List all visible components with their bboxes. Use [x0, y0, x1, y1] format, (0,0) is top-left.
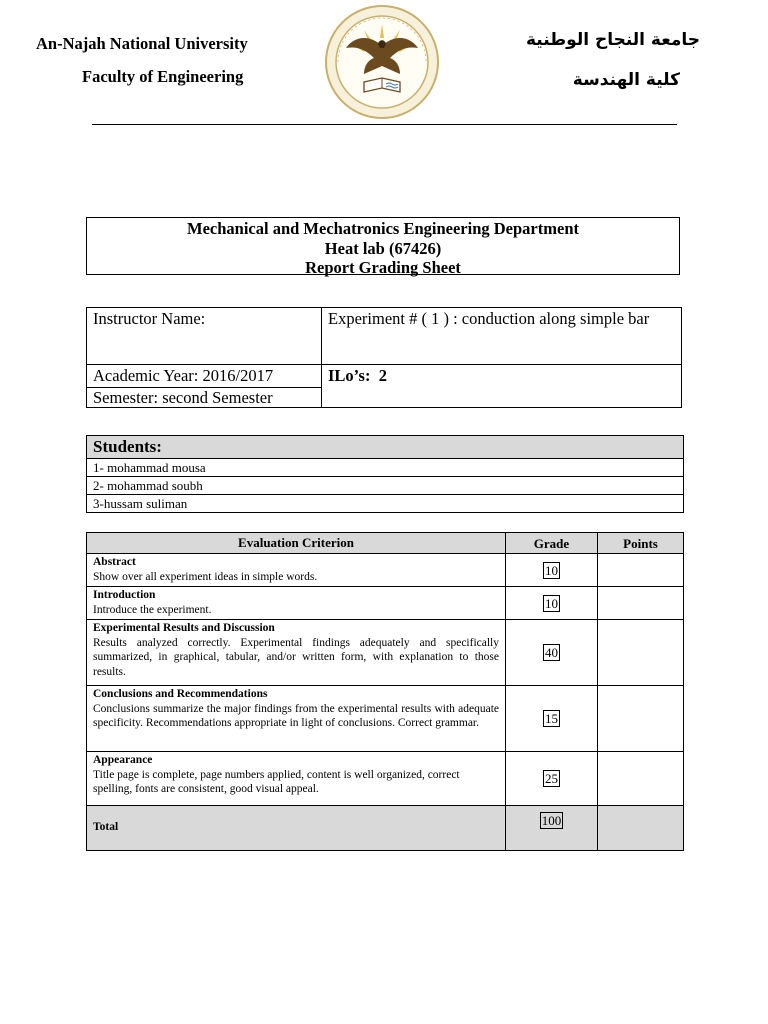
grade-value: 25	[545, 771, 558, 786]
university-name-ar: جامعة النجاح الوطنية	[525, 30, 700, 50]
experiment-title: Experiment # ( 1 ) : conduction along simple bar	[328, 309, 650, 328]
points-cell[interactable]	[598, 554, 684, 587]
faculty-name-ar: كلية الهندسة	[572, 70, 680, 90]
criterion-title: Experimental Results and Discussion	[93, 622, 275, 634]
students-heading: Students:	[87, 436, 684, 459]
grade-value: 40	[545, 645, 558, 660]
grade-cell	[506, 686, 598, 752]
student-row: 1- mohammad mousa	[87, 459, 684, 477]
course-info-table	[86, 307, 682, 408]
points-cell[interactable]	[598, 686, 684, 752]
grade-cell	[506, 620, 598, 686]
student-row: 3-hussam suliman	[87, 495, 684, 513]
criterion-cell	[87, 752, 506, 806]
total-grade-value: 100	[541, 813, 562, 828]
points-cell[interactable]	[598, 587, 684, 620]
total-points-cell[interactable]	[598, 806, 684, 851]
criterion-title: Abstract	[93, 556, 136, 568]
criterion-title: Appearance	[93, 754, 153, 766]
criterion-cell	[87, 620, 506, 686]
students-table	[86, 435, 684, 513]
grade-value: 10	[545, 562, 558, 578]
criterion-row-introduction	[87, 587, 684, 620]
criterion-title: Conclusions and Recommendations	[93, 688, 268, 700]
criterion-row-abstract	[87, 554, 684, 587]
year-semester-cell	[87, 365, 322, 408]
criterion-row-results	[87, 620, 684, 686]
total-row	[87, 806, 684, 851]
sheet-title: Report Grading Sheet	[305, 258, 461, 277]
points-cell[interactable]	[598, 752, 684, 806]
grade-value: 10	[545, 595, 558, 611]
grade-cell	[506, 554, 598, 587]
points-header: Points	[598, 533, 684, 554]
university-name-en: An-Najah National University	[36, 34, 248, 53]
grade-cell	[506, 587, 598, 620]
criterion-description: Results analyzed correctly. Experimental findings adequately and specifically summarized, in graphical, tabular, and/or written form, with explanation to those results.	[93, 636, 499, 678]
points-cell[interactable]	[598, 620, 684, 686]
course-name: Heat lab (67426)	[324, 238, 442, 258]
total-grade-cell	[506, 806, 598, 851]
ilos-cell	[322, 365, 682, 408]
evaluation-table	[86, 532, 684, 851]
instructor-name-cell	[87, 308, 322, 365]
student-row: 2- mohammad soubh	[87, 477, 684, 495]
criterion-cell	[87, 686, 506, 752]
criterion-header: Evaluation Criterion	[87, 533, 506, 554]
header-divider	[92, 124, 677, 125]
grade-header: Grade	[506, 533, 598, 554]
semester: Semester: second Semester	[93, 388, 273, 407]
criterion-description: Show over all experiment ideas in simple words.	[93, 570, 318, 583]
instructor-label: Instructor Name:	[93, 309, 206, 328]
grade-cell	[506, 752, 598, 806]
criterion-description: Introduce the experiment.	[93, 603, 212, 616]
criterion-row-conclusions	[87, 686, 684, 752]
experiment-cell	[322, 308, 682, 365]
total-label: Total	[87, 806, 506, 851]
criterion-cell	[87, 587, 506, 620]
criterion-title: Introduction	[93, 589, 156, 601]
criterion-description: Conclusions summarize the major findings from the experimental results with adequate specificity. Recommendations appropriate in light of conclusions. Correct grammar.	[93, 702, 499, 729]
criterion-description: Title page is complete, page numbers applied, content is well organized, correct spelling, fonts are consistent, good visual appeal.	[93, 768, 460, 795]
ilos-value: 2	[378, 366, 387, 385]
grade-value: 15	[545, 711, 558, 726]
faculty-name-en: Faculty of Engineering	[82, 67, 244, 86]
criterion-cell	[87, 554, 506, 587]
sheet-title-box	[86, 217, 680, 275]
ilos-label: ILo’s:	[328, 366, 371, 385]
academic-year: Academic Year: 2016/2017	[87, 365, 321, 388]
department-name: Mechanical and Mechatronics Engineering Department	[187, 219, 579, 238]
university-seal-eagle-icon	[324, 4, 440, 120]
criterion-row-appearance	[87, 752, 684, 806]
